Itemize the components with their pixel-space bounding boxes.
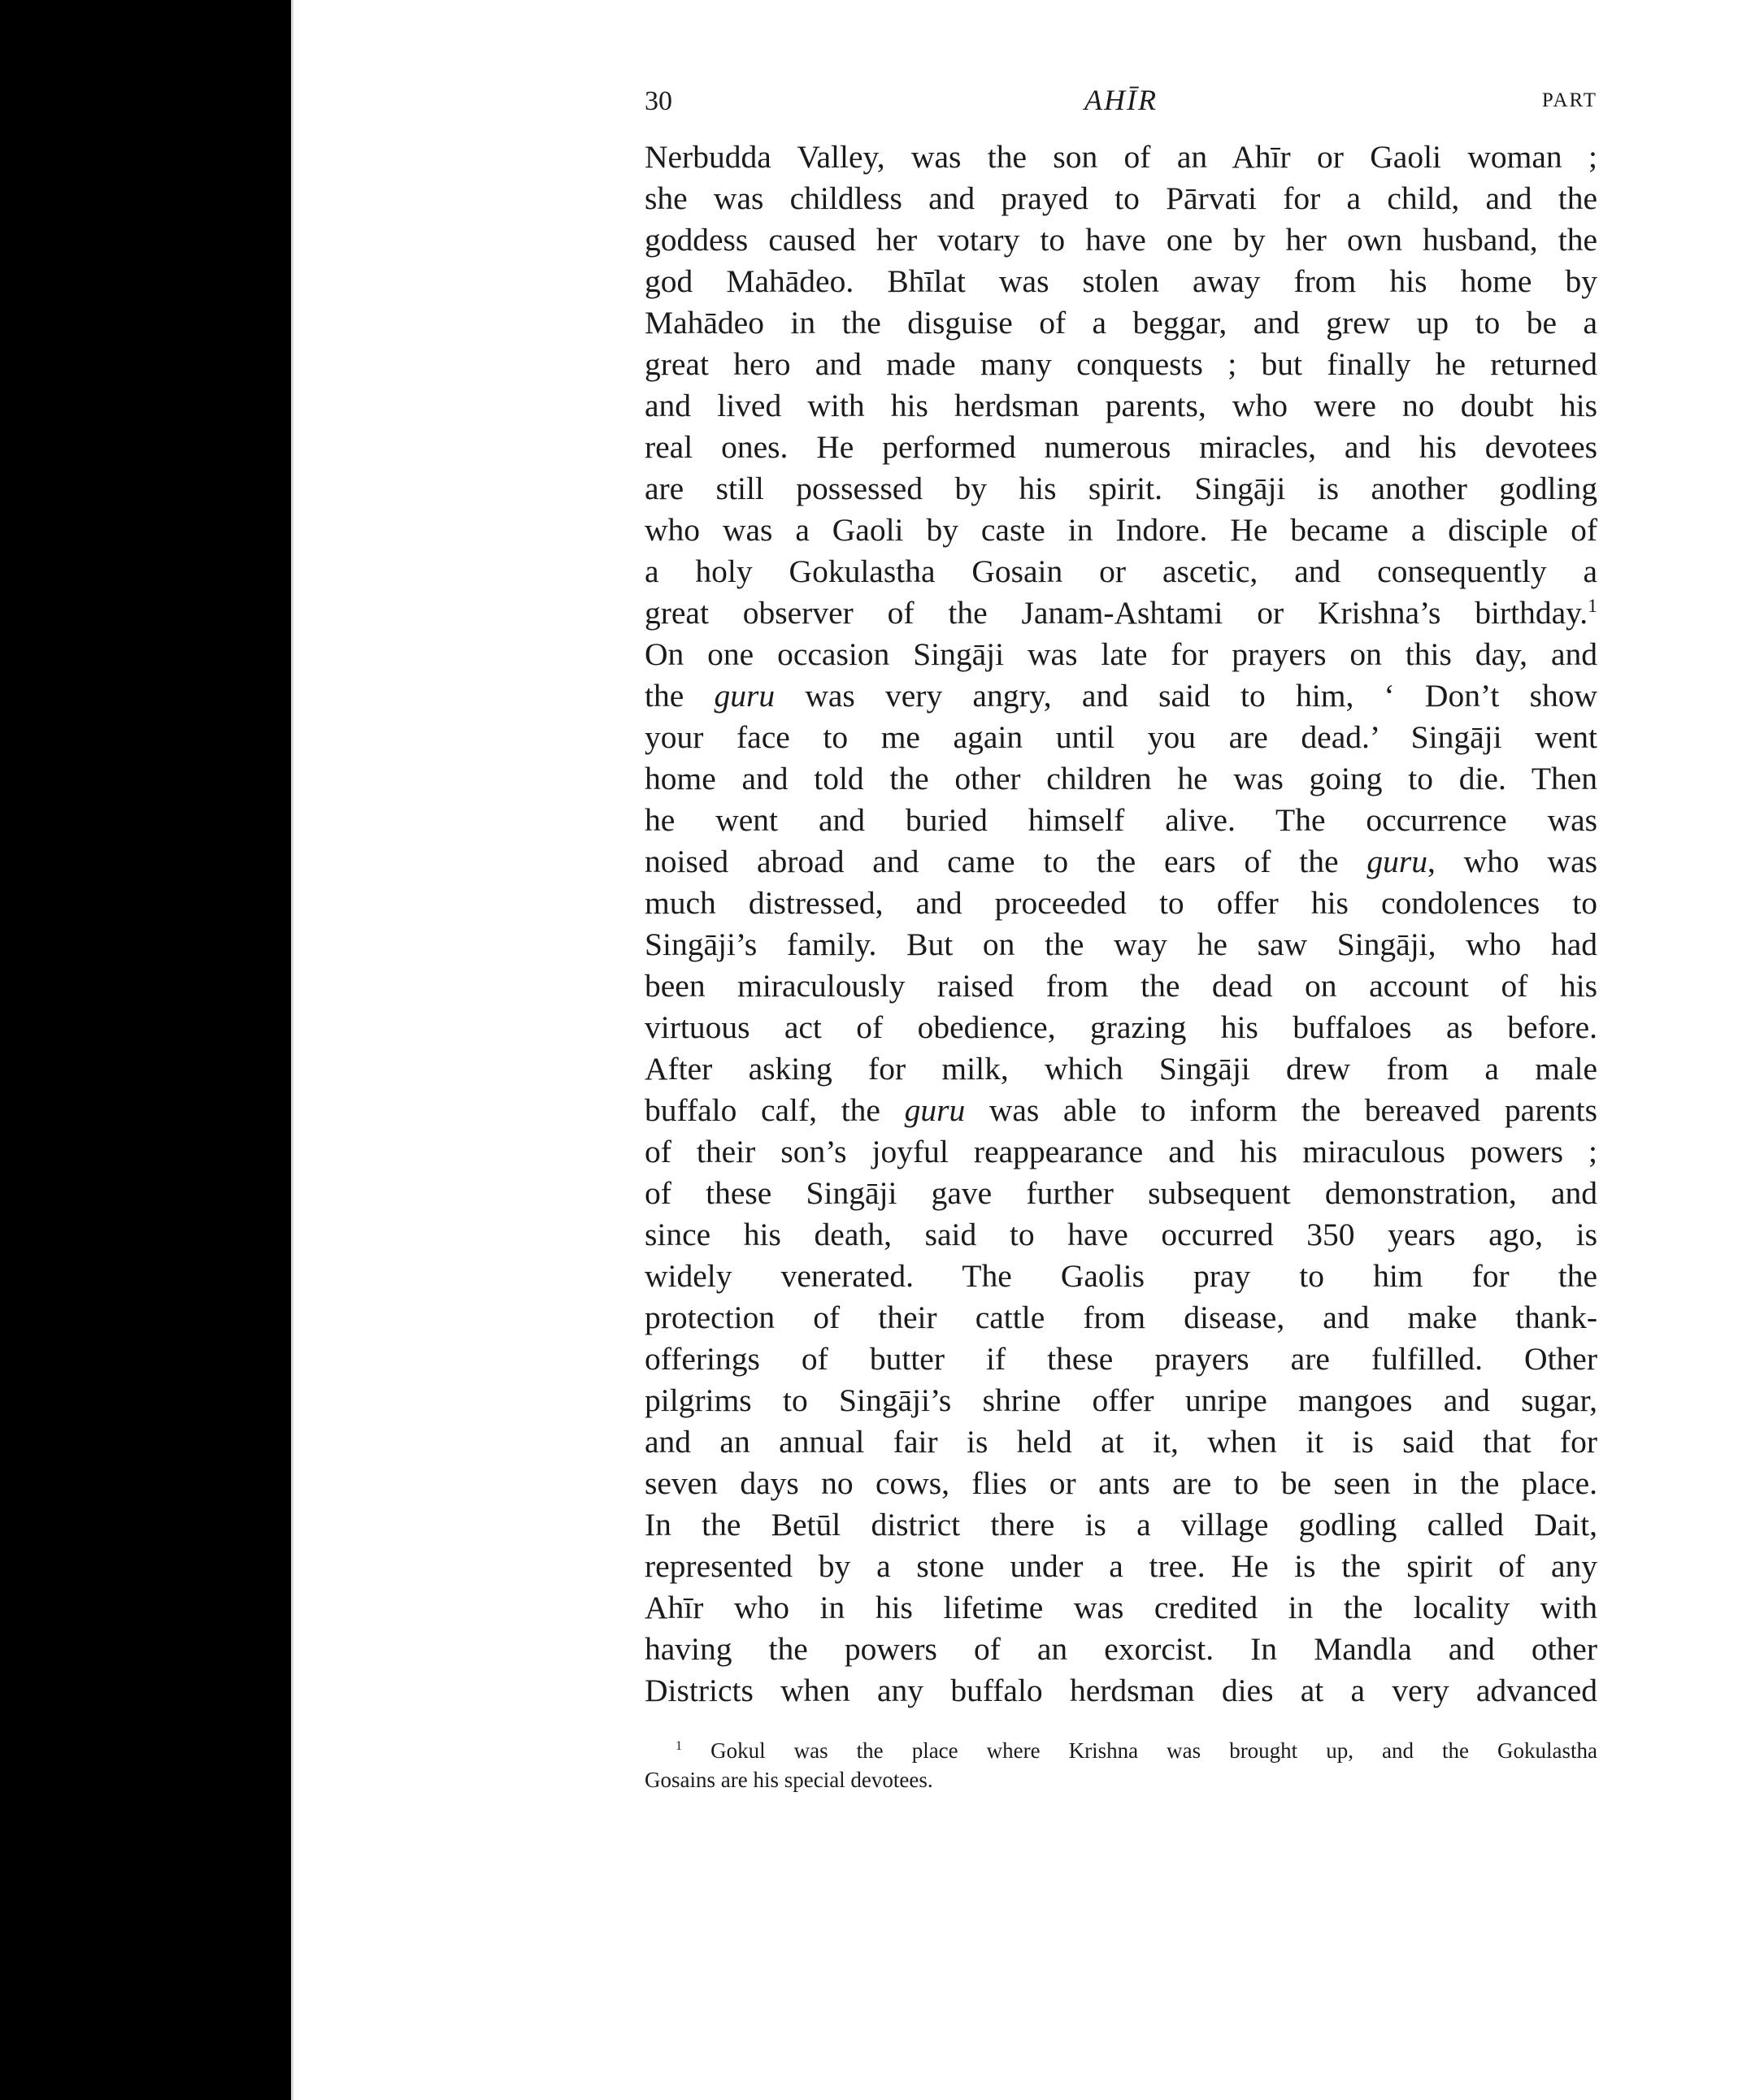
text-line: Nerbudda Valley, was the son of an Ahīr or Gaoli woman ;	[645, 139, 1597, 175]
text-line: pilgrims to Singāji’s shrine offer unripe mangoes and sugar,	[645, 1382, 1597, 1418]
text-line: Singāji’s family. But on the way he saw Singāji, who had	[645, 926, 1597, 962]
running-head	[645, 80, 1597, 128]
text-line: having the powers of an exorcist. In Mandla and other	[645, 1631, 1597, 1667]
body-text	[645, 137, 1597, 1712]
text-line: buffalo calf, the guru was able to inform the bereaved parents	[645, 1092, 1597, 1128]
footnote-line	[645, 1765, 1597, 1794]
text-line: Districts when any buffalo herdsman dies at a very advanced	[645, 1673, 1597, 1708]
italic-term: guru	[714, 678, 776, 714]
text-line: much distressed, and proceeded to offer his condolences to	[645, 885, 1597, 921]
text-line: great observer of the Janam-Ashtami or Krishna’s birthday.$^1$	[645, 595, 1597, 631]
page-number: 30	[645, 86, 672, 116]
italic-term: guru	[904, 1092, 966, 1128]
italic-term: guru	[1366, 844, 1427, 879]
text-line: been miraculously raised from the dead on account of his	[645, 968, 1597, 1004]
text-line: he went and buried himself alive. The occurrence was	[645, 802, 1597, 838]
text-line: noised abroad and came to the ears of the guru, who was	[645, 844, 1597, 879]
scanned-gutter-shadow	[291, 0, 293, 2100]
text-line: and lived with his herdsman parents, who were no doubt his	[645, 388, 1597, 423]
text-line: On one occasion Singāji was late for prayers on this day, and	[645, 636, 1597, 672]
text-line: goddess caused her votary to have one by her own husband, the	[645, 222, 1597, 258]
text-line: of their son’s joyful reappearance and his miraculous powers ;	[645, 1134, 1597, 1169]
text-line: After asking for milk, which Singāji drew from a male	[645, 1051, 1597, 1087]
footnote-text-1: Gokul was the place where Krishna was brought up, and the Gokulastha	[710, 1738, 1598, 1763]
text-line: god Mahādeo. Bhīlat was stolen away from his home by	[645, 263, 1597, 299]
text-line: since his death, said to have occurred 350 years ago, is	[645, 1217, 1597, 1252]
text-line: real ones. He performed numerous miracles, and his devotees	[645, 429, 1597, 465]
text-line: Mahādeo in the disguise of a beggar, and grew up to be a	[645, 305, 1597, 341]
text-line: she was childless and prayed to Pārvati for a child, and the	[645, 180, 1597, 216]
text-line: a holy Gokulastha Gosain or ascetic, and consequently a	[645, 553, 1597, 589]
text-line: virtuous act of obedience, grazing his buffaloes as before.	[645, 1009, 1597, 1045]
text-line: home and told the other children he was going to die. Then	[645, 761, 1597, 796]
text-line: and an annual fair is held at it, when it is said that for	[645, 1424, 1597, 1460]
footnote-text-2: Gosains are his special devotees.	[645, 1768, 933, 1792]
text-line: of these Singāji gave further subsequent demonstration, and	[645, 1175, 1597, 1211]
text-line: protection of their cattle from disease, and make thank-	[645, 1299, 1597, 1335]
text-line: In the Betūl district there is a village godling called Dait,	[645, 1507, 1597, 1542]
text-line: represented by a stone under a tree. He is the spirit of any	[645, 1548, 1597, 1584]
text-line: the guru was very angry, and said to him, ‘ Don’t show	[645, 678, 1598, 714]
text-line: offerings of butter if these prayers are fulfilled. Other	[645, 1341, 1597, 1377]
book-page	[645, 80, 1597, 1794]
text-line: great hero and made many conquests ; but finally he returned	[645, 346, 1597, 382]
text-line: widely venerated. The Gaolis pray to him for the	[645, 1258, 1597, 1294]
footnotes	[645, 1736, 1597, 1794]
text-line: who was a Gaoli by caste in Indore. He became a disciple of	[645, 512, 1597, 548]
running-title: AHĪR	[1084, 84, 1158, 116]
text-line: seven days no cows, flies or ants are to be seen in the place.	[645, 1465, 1597, 1501]
footnote-reference: 1	[1588, 595, 1597, 617]
scanned-book-edge-line	[271, 0, 274, 2100]
scanned-book-edge	[0, 0, 291, 2100]
section-label: PART	[1541, 89, 1597, 111]
text-line: your face to me again until you are dead.’ Singāji went	[645, 719, 1597, 755]
text-line: Ahīr who in his lifetime was credited in the locality with	[645, 1590, 1597, 1625]
text-line: are still possessed by his spirit. Singāji is another godling	[645, 471, 1597, 506]
footnote-line	[645, 1736, 1597, 1765]
footnote-marker: 1	[676, 1738, 683, 1753]
